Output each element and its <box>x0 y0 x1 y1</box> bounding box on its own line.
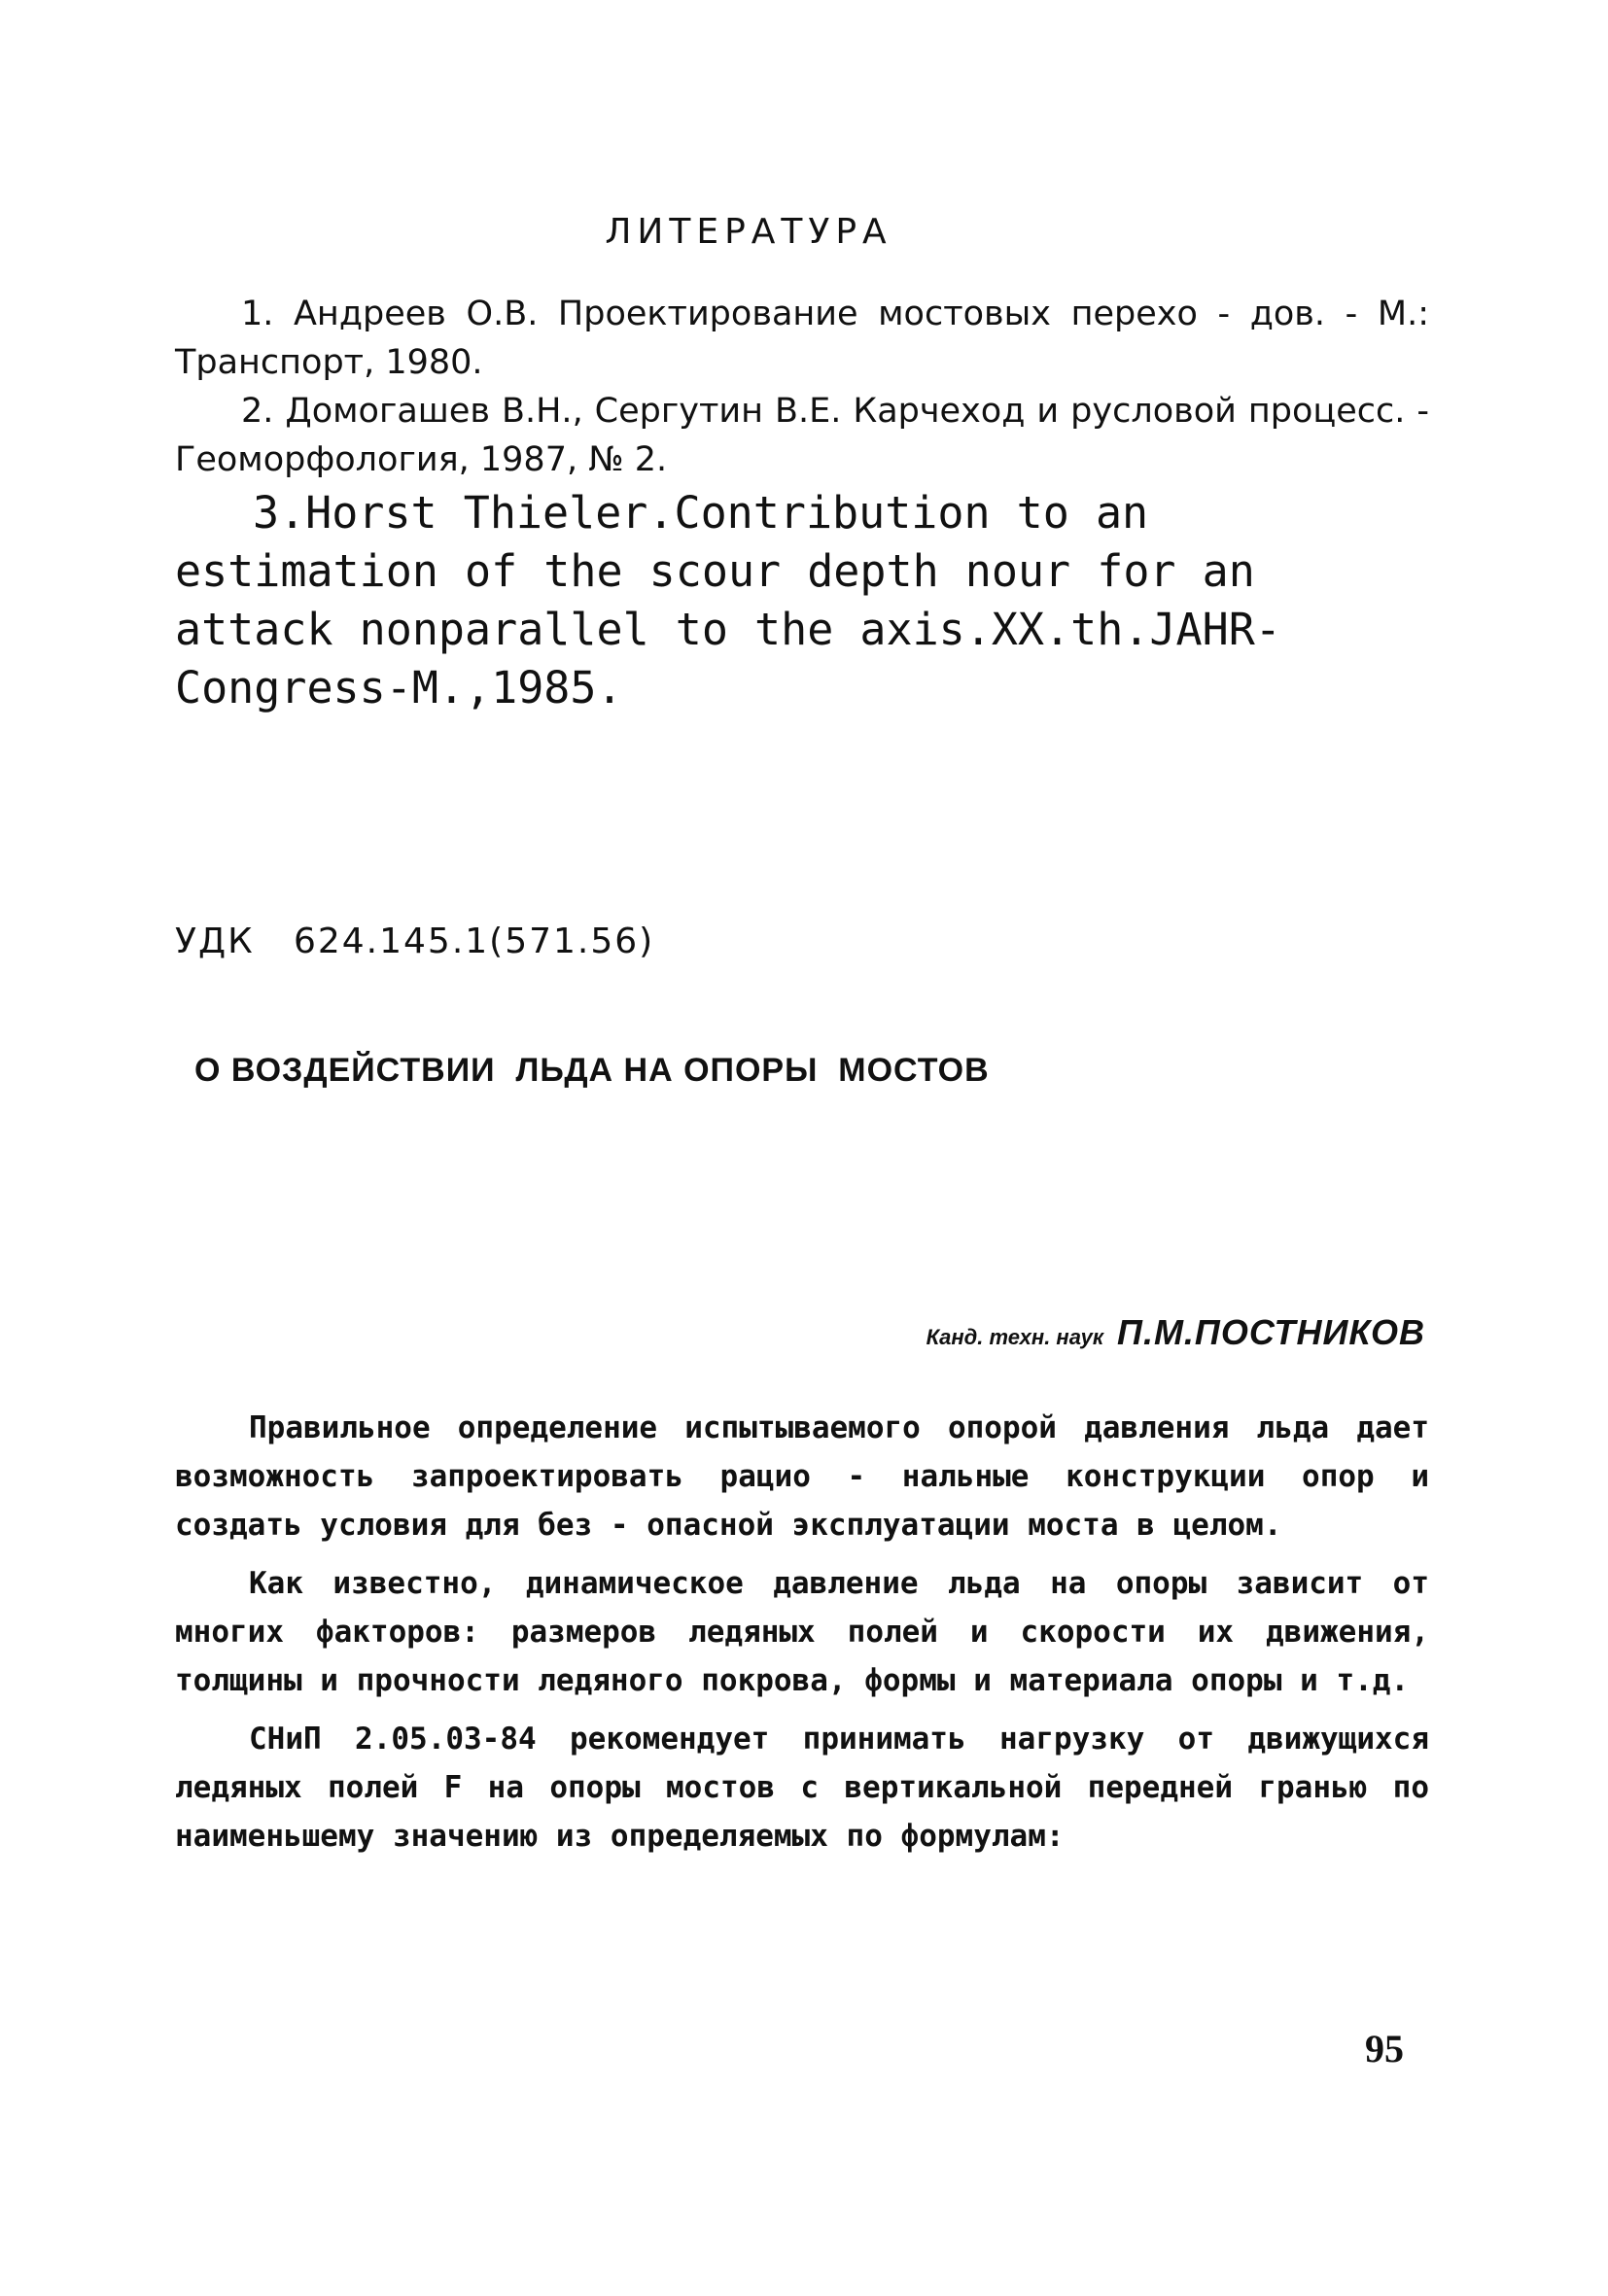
body-paragraph: Как известно, динамическое давление льда на опоры зависит от многих факторов: размеров ледяных полей и скорости их движения, толщины и прочности ледяного покрова, формы и материала опоры и т.д. <box>175 1566 1429 1698</box>
author-line <box>909 1295 1425 1371</box>
body-paragraph: Правильное определение испытываемого опорой давления льда дает возможность запроектировать рацио - нальные конструкции опор и создать условия для без - опасной эксплуатации моста в целом. <box>175 1410 1429 1543</box>
body-paragraph: СНиП 2.05.03-84 рекомендует принимать нагрузку от движущихся ледяных полей F на опоры мостов с вертикальной передней гранью по наименьшему значению из определяемых по формулам: <box>175 1722 1429 1854</box>
page-number: 95 <box>1365 2027 1404 2070</box>
references-list <box>175 290 1429 717</box>
author-name: П.М.ПОСТНИКОВ <box>1117 1312 1425 1352</box>
article-title: О ВОЗДЕЙСТВИИ ЛЬДА НА ОПОРЫ МОСТОВ <box>194 1052 990 1089</box>
reference-item-typed: 3.Horst Thieler.Contribution to an estimation of the scour depth nour for an attack nonparallel to the axis.XX.th.JAHR-Congress-M.,1985. <box>175 487 1281 713</box>
reference-item: 1. Андреев О.В. Проектирование мостовых перехо - дов. - М.: Транспорт, 1980. <box>175 295 1429 382</box>
reference-item: 2. Домогашев В.Н., Сергутин В.Е. Карчеход и русловой процесс. - Геоморфология, 1987, № 2. <box>175 392 1429 479</box>
references-heading: ЛИТЕРАТУРА <box>605 212 892 252</box>
udk-code: УДК 624.145.1(571.56) <box>175 922 655 961</box>
article-body <box>175 1404 1429 1870</box>
author-degree: Канд. техн. наук <box>926 1325 1104 1349</box>
